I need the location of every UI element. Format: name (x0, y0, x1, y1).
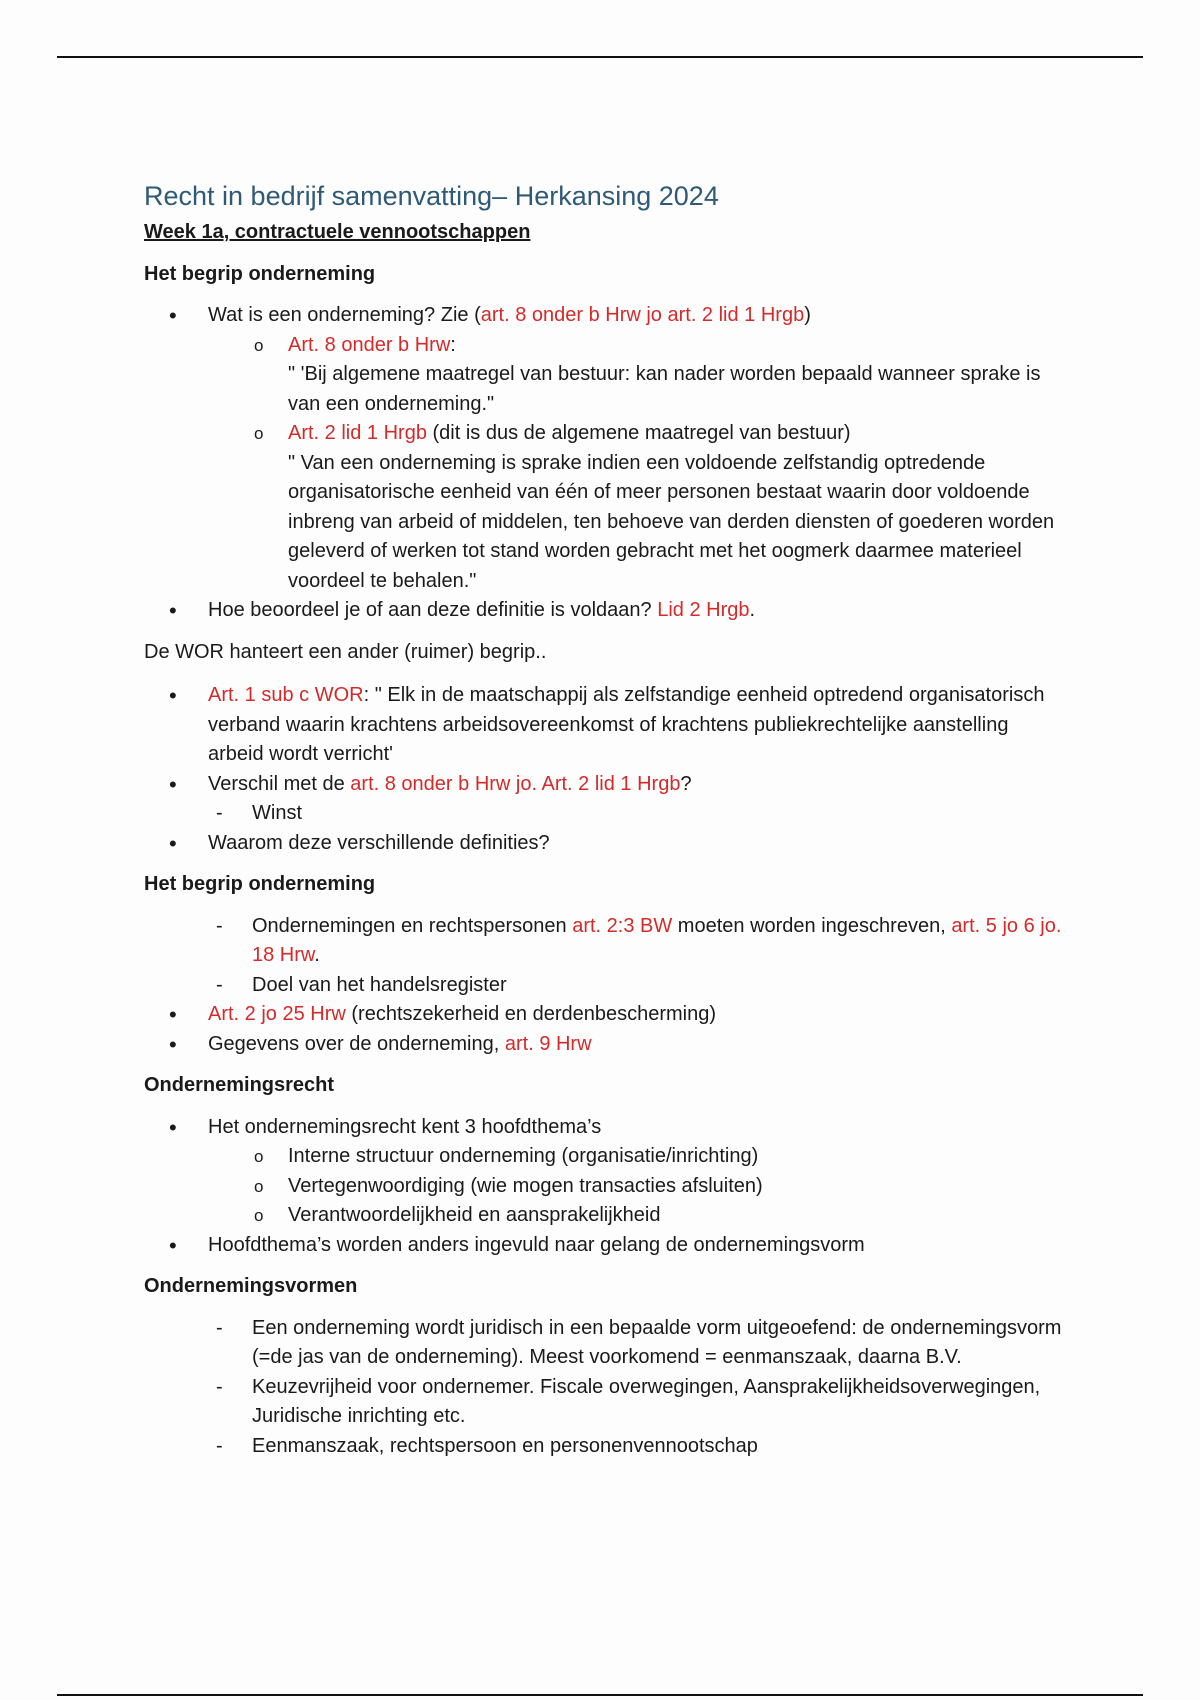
list-item: • Het ondernemingsrecht kent 3 hoofdthema’s (144, 1113, 1064, 1143)
sub-list-item: o Vertegenwoordiging (wie mogen transacties afsluiten) (144, 1172, 1064, 1202)
law-reference: art. 8 onder b Hrw jo art. 2 lid 1 Hrgb (480, 304, 805, 326)
quote-text: " 'Bij algemene maatregel van bestuur: kan nader worden bepaald wanneer sprake is van een onderneming." (288, 363, 1041, 415)
list-item (144, 1030, 1064, 1060)
list-item (144, 1000, 1064, 1030)
list-item: • Hoofdthema’s worden anders ingevuld naar gelang de ondernemingsvorm (144, 1231, 1064, 1261)
law-reference: Art. 2 lid 1 Hrgb (288, 422, 427, 444)
text: . (314, 944, 320, 966)
document-body (144, 178, 1064, 1473)
top-rule (57, 56, 1143, 58)
text: Verschil met de (208, 772, 351, 795)
law-reference: art. 5 jo 6 jo. 18 Hrw (252, 914, 1062, 966)
text: : (450, 333, 456, 356)
law-reference: art. 9 Hrw (504, 1032, 592, 1055)
week-heading: Week 1a, contractuele vennootschappen (144, 221, 531, 243)
paragraph: De WOR hanteert een ander (ruimer) begrip.. (144, 640, 547, 663)
text: Hoe beoordeel je of aan deze definitie is voldaan? (208, 599, 658, 621)
text: (dit is dus de algemene maatregel van bestuur) (426, 422, 851, 444)
document-title: Recht in bedrijf samenvatting– Herkansing 2024 (144, 181, 719, 211)
section-heading: Het begrip onderneming (144, 873, 376, 895)
sub-list-item (144, 419, 1064, 449)
dash-item: - Keuzevrijheid voor ondernemer. Fiscale overwegingen, Aansprakelijkheidsoverwegingen, Juridische inrichting etc. (144, 1373, 1064, 1432)
list-item: • Waarom deze verschillende definities? (144, 829, 1064, 859)
text: : " Elk in de maatschappij als zelfstandige eenheid optredend organisatorisch verband waarin krachtens arbeidsovereenkomst of krachtens publiekrechtelijke aanstelling arbeid wordt verricht' (208, 684, 1045, 765)
dash-item: - Eenmanszaak, rechtspersoon en personenvennootschap (144, 1432, 1064, 1462)
dash-item: - Doel van het handelsregister (144, 971, 1064, 1001)
law-reference: Art. 2 jo 25 Hrw (208, 1003, 346, 1025)
dash-item: - Winst (144, 799, 1064, 829)
text: moeten worden ingeschreven, (672, 914, 952, 937)
bottom-rule (57, 1694, 1143, 1696)
bullet-list (144, 301, 1064, 626)
dash-item: - Een onderneming wordt juridisch in een bepaalde vorm uitgeoefend: de ondernemingsvorm (=de jas van de onderneming). Meest voorkomend = eenmanszaak, daarna B.V. (144, 1314, 1064, 1373)
dash-item (144, 912, 1064, 971)
list-item (144, 770, 1064, 800)
quote-text: " Van een onderneming is sprake indien een voldoende zelfstandig optredende organisatorische eenheid van één of meer personen bestaat waarin door voldoende inbreng van arbeid of middelen, ten behoeve van derden diensten of goederen worden geleverd of werken tot stand worden gebracht met het oogmerk daarmee materieel voordeel te behalen." (288, 451, 1055, 592)
sub-list-item: o Interne structuur onderneming (organisatie/inrichting) (144, 1142, 1064, 1172)
list-item (144, 596, 1064, 626)
bullet-list (144, 912, 1064, 1060)
text: Wat is een onderneming? Zie ( (208, 304, 481, 326)
bullet-list (144, 1113, 1064, 1261)
text: ? (680, 772, 692, 795)
bullet-list (144, 1314, 1064, 1462)
list-item (144, 681, 1064, 770)
section-heading: Ondernemingsrecht (144, 1074, 335, 1096)
section-heading: Het begrip onderneming (144, 262, 376, 285)
list-item (144, 301, 1064, 331)
text: Ondernemingen en rechtspersonen (252, 914, 573, 937)
text: (rechtszekerheid en derdenbescherming) (345, 1003, 717, 1025)
sub-list-item (144, 331, 1064, 361)
section-heading: Ondernemingsvormen (144, 1275, 358, 1297)
law-reference: Art. 1 sub c WOR (208, 684, 364, 706)
sub-list-item: o Verantwoordelijkheid en aansprakelijkheid (144, 1201, 1064, 1231)
law-reference: art. 2:3 BW (572, 914, 673, 937)
text: ) (804, 304, 811, 326)
law-reference: Lid 2 Hrgb (657, 599, 750, 621)
law-reference: art. 8 onder b Hrw jo. Art. 2 lid 1 Hrgb (350, 772, 681, 795)
bullet-list (144, 681, 1064, 858)
text: Gegevens over de onderneming, (208, 1032, 505, 1055)
text: . (749, 599, 756, 621)
law-reference: Art. 8 onder b Hrw (288, 333, 451, 356)
